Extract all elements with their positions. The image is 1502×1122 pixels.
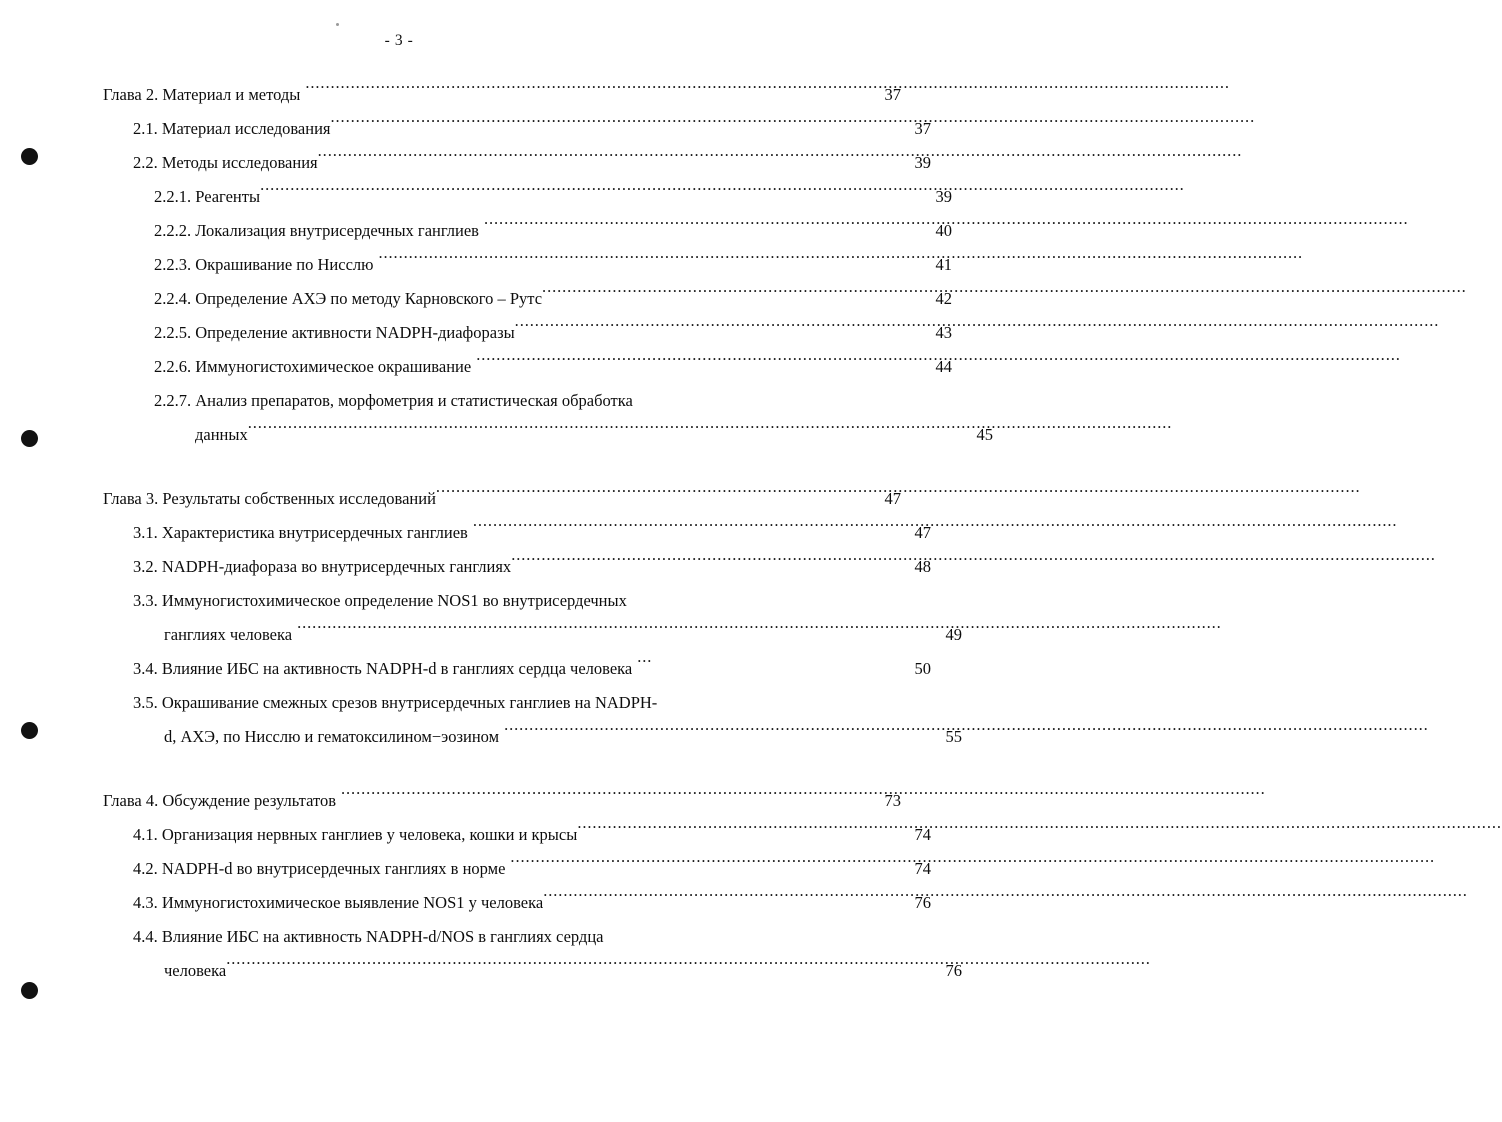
toc-leader-dots <box>657 692 931 709</box>
toc-entry-title: 2.2. Методы исследования <box>133 153 318 172</box>
toc-entry-page-number: 74 <box>914 859 931 878</box>
toc-leader-dots <box>637 658 914 675</box>
toc-entry-line <box>0 720 1008 754</box>
page-number: - 3 - <box>384 32 414 49</box>
toc-entry[interactable] <box>0 652 931 686</box>
toc-entry-page-number: 74 <box>914 825 931 844</box>
toc-entry-page-number: 47 <box>914 523 931 542</box>
toc-entry-title: d, АХЭ, по Нисслю и гематоксилином−эозином <box>164 727 500 746</box>
toc-entry-page-number: 76 <box>945 961 962 980</box>
toc-entry-title: 4.3. Иммуногистохимическое выявление NOS1 у человека <box>133 893 544 912</box>
toc-entry[interactable] <box>0 418 993 452</box>
toc-leader-dots <box>378 254 935 271</box>
toc-entry-title: 3.1. Характеристика внутрисердечных ганглиев <box>133 523 468 542</box>
toc-leader-dots <box>511 556 914 573</box>
toc-entry-title: 3.5. Окрашивание смежных срезов внутрисердечных ганглиев на NADPH- <box>133 693 658 712</box>
toc-entry-title: 4.4. Влияние ИБС на активность NADPH-d/NOS в ганглиях сердца <box>133 927 604 946</box>
toc-entry-title: Глава 4. Обсуждение результатов <box>103 791 336 810</box>
toc-entry-title: 2.2.3. Окрашивание по Нисслю <box>154 255 374 274</box>
toc-entry[interactable] <box>0 350 952 384</box>
toc-leader-dots <box>577 824 914 841</box>
toc-leader-dots <box>484 220 936 237</box>
toc-leader-dots <box>331 118 915 135</box>
table-of-contents <box>0 78 993 988</box>
toc-entry-page-number: 41 <box>935 255 952 274</box>
scan-speck <box>336 23 339 26</box>
toc-entry-line <box>0 652 977 686</box>
toc-entry-line <box>0 954 1008 988</box>
toc-entry-page-number: 39 <box>914 153 931 172</box>
toc-leader-dots <box>305 84 884 101</box>
toc-leader-dots <box>633 390 952 407</box>
toc-entry-title: 4.1. Организация нервных ганглиев у человека, кошки и крысы <box>133 825 578 844</box>
toc-entry-page-number: 55 <box>945 727 962 746</box>
toc-leader-dots <box>473 522 915 539</box>
toc-entry[interactable] <box>0 618 962 652</box>
toc-entry-page-number: 37 <box>884 85 901 104</box>
toc-leader-dots <box>297 624 945 641</box>
toc-entry[interactable] <box>0 954 962 988</box>
toc-entry-page-number: 73 <box>884 791 901 810</box>
toc-leader-dots <box>436 488 885 505</box>
toc-entry-page-number: 76 <box>914 893 931 912</box>
toc-leader-dots <box>341 790 885 807</box>
toc-entry-title: 2.2.7. Анализ препаратов, морфометрия и статистическая обработка <box>154 391 633 410</box>
toc-entry-title: Глава 2. Материал и методы <box>103 85 301 104</box>
toc-entry-title: человека <box>164 961 227 980</box>
toc-entry-title: 2.2.2. Локализация внутрисердечных ганглиев <box>154 221 479 240</box>
toc-entry-page-number: 48 <box>914 557 931 576</box>
toc-leader-dots <box>504 726 945 743</box>
toc-entry-title: Глава 3. Результаты собственных исследований <box>103 489 436 508</box>
toc-entry-title: 3.4. Влияние ИБС на активность NADPH-d в ганглиях сердца человека <box>133 659 633 678</box>
toc-entry-title: 4.2. NADPH-d во внутрисердечных ганглиях в норме <box>133 859 506 878</box>
toc-entry[interactable] <box>0 550 931 584</box>
toc-leader-dots <box>603 926 931 943</box>
toc-entry-title: 2.1. Материал исследования <box>133 119 331 138</box>
toc-entry[interactable] <box>0 720 962 754</box>
toc-leader-dots <box>260 186 935 203</box>
toc-entry-title: 2.2.6. Иммуногистохимическое окрашивание <box>154 357 472 376</box>
toc-group-chapter-3 <box>0 482 962 754</box>
toc-entry-title: 2.2.5. Определение активности NADPH-диафоразы <box>154 323 515 342</box>
toc-leader-dots <box>515 322 936 339</box>
toc-leader-dots <box>627 590 931 607</box>
toc-entry-title: ганглиях человека <box>164 625 293 644</box>
toc-entry-page-number: 40 <box>935 221 952 240</box>
toc-leader-dots <box>510 858 914 875</box>
toc-entry-line <box>0 618 1008 652</box>
toc-entry-line <box>0 886 977 920</box>
toc-entry-line <box>0 350 998 384</box>
toc-entry-line <box>0 418 1039 452</box>
toc-entry[interactable] <box>0 886 931 920</box>
toc-group-chapter-2 <box>0 78 993 452</box>
toc-leader-dots <box>318 152 915 169</box>
toc-entry-title: данных <box>195 425 248 444</box>
toc-entry-page-number: 37 <box>914 119 931 138</box>
toc-entry-title: 2.2.1. Реагенты <box>154 187 261 206</box>
toc-entry-title: 3.3. Иммуногистохимическое определение NOS1 во внутрисердечных <box>133 591 627 610</box>
toc-entry-page-number: 43 <box>935 323 952 342</box>
toc-entry-title: 2.2.4. Определение АХЭ по методу Карновского – Рутс <box>154 289 543 308</box>
toc-entry-line <box>0 550 977 584</box>
toc-leader-dots <box>248 424 977 441</box>
toc-group-chapter-4 <box>0 784 962 988</box>
toc-entry-page-number: 49 <box>945 625 962 644</box>
toc-entry-page-number: 50 <box>914 659 931 678</box>
toc-entry-page-number: 44 <box>935 357 952 376</box>
toc-leader-dots <box>543 892 914 909</box>
toc-leader-dots <box>476 356 935 373</box>
toc-leader-dots <box>226 960 945 977</box>
toc-entry-page-number: 45 <box>976 425 993 444</box>
toc-entry-page-number: 39 <box>935 187 952 206</box>
toc-entry-title: 3.2. NADPH-диафораза во внутрисердечных ганглиях <box>133 557 512 576</box>
toc-leader-dots <box>542 288 935 305</box>
toc-entry-page-number: 47 <box>884 489 901 508</box>
toc-entry-page-number: 42 <box>935 289 952 308</box>
